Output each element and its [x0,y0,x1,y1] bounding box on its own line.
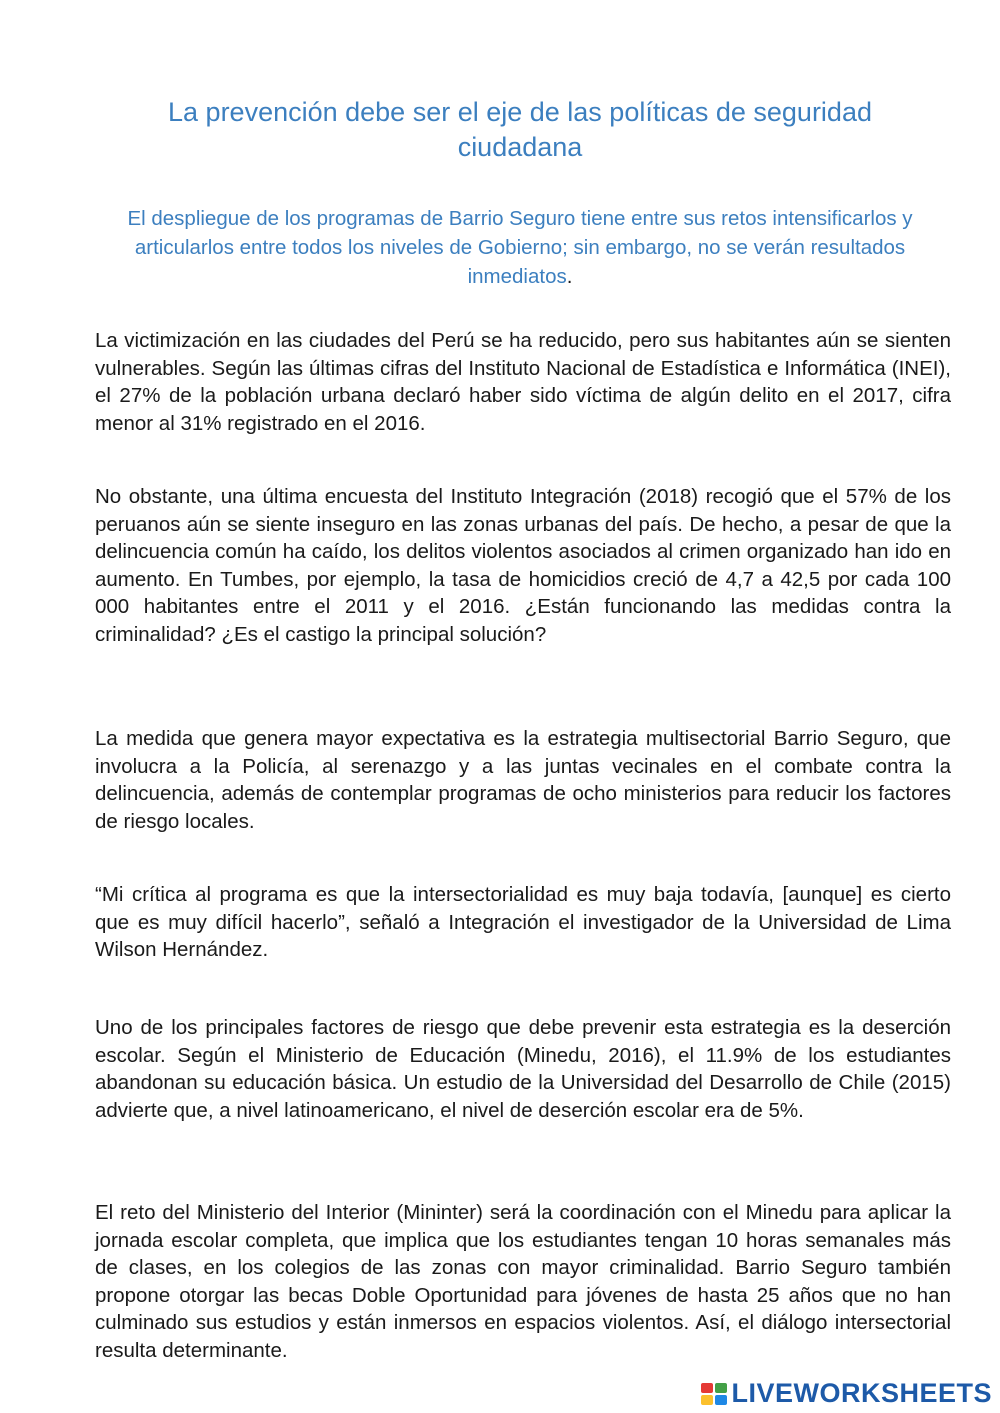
page-title: La prevención debe ser el eje de las políticas de seguridad ciudadana [168,97,872,162]
liveworksheets-watermark [701,1378,992,1409]
liveworksheets-wordmark: LIVEWORKSHEETS [731,1378,992,1408]
paragraph-school-dropout: Uno de los principales factores de riesgo que debe prevenir esta estrategia es la deserción escolar. Según el Ministerio de Educación (Minedu, 2016), el 11.9% de los estudiantes abandonan su educación básica. Un estudio de la Universidad del Desarrollo de Chile (2015) advierte que, a nivel latinoamericano, el nivel de deserción escolar era de 5%. [95,1016,951,1122]
paragraph-quote: “Mi crítica al programa es que la intersectorialidad es muy baja todavía, [aunque] es cierto que es muy difícil hacerlo”, señaló a Integración el investigador de la Universidad de Lima Wilson Hernández. [95,883,951,961]
logo-square-blue [715,1395,727,1405]
paragraph-mininter: El reto del Ministerio del Interior (Mininter) será la coordinación con el Minedu para aplicar la jornada escolar completa, que implica que los estudiantes tengan 10 horas semanales más de clases, en los colegios de las zonas con mayor criminalidad. Barrio Seguro también propone otorgar las becas Doble Oportunidad para jóvenes de hasta 25 años que no han culminado sus estudios y están inmersos en espacios violentos. Así, el diálogo intersectorial resulta determinante. [95,1201,951,1362]
logo-square-green [715,1383,727,1393]
paragraph-survey: No obstante, una última encuesta del Instituto Integración (2018) recogió que el 57% de los peruanos aún se siente inseguro en las zonas urbanas del país. De hecho, a pesar de que la delincuencia común ha caído, los delitos violentos asociados al crimen organizado han ido en aumento. En Tumbes, por ejemplo, la tasa de homicidios creció de 4,7 a 42,5 por cada 100 000 habitantes entre el 2011 y el 2016. ¿Están funcionando las medidas contra la criminalidad? ¿Es el castigo la principal solución? [95,485,951,646]
paragraph-barrio-seguro: La medida que genera mayor expectativa es la estrategia multisectorial Barrio Seguro, que involucra a la Policía, al serenazgo y a las juntas vecinales en el combate contra la delincuencia, además de contemplar programas de ocho ministerios para reducir los factores de riesgo locales. [95,727,951,833]
liveworksheets-logo-icon [701,1383,727,1405]
subtitle-period: . [566,265,573,288]
subtitle-text: El despliegue de los programas de Barrio Seguro tiene entre sus retos intensificarlos y articularlos entre todos los niveles de Gobierno; sin embargo, no se verán resultados inmediatos [127,207,913,288]
logo-square-yellow [701,1395,713,1405]
paragraph-victimization: La victimización en las ciudades del Perú se ha reducido, pero sus habitantes aún se sienten vulnerables. Según las últimas cifras del Instituto Nacional de Estadística e Informática (INEI), el 27% de la población urbana declaró haber sido víctima de algún delito en el 2017, cifra menor al 31% registrado en el 2016. [95,329,951,435]
logo-square-red [701,1383,713,1393]
article-subtitle [95,204,945,291]
